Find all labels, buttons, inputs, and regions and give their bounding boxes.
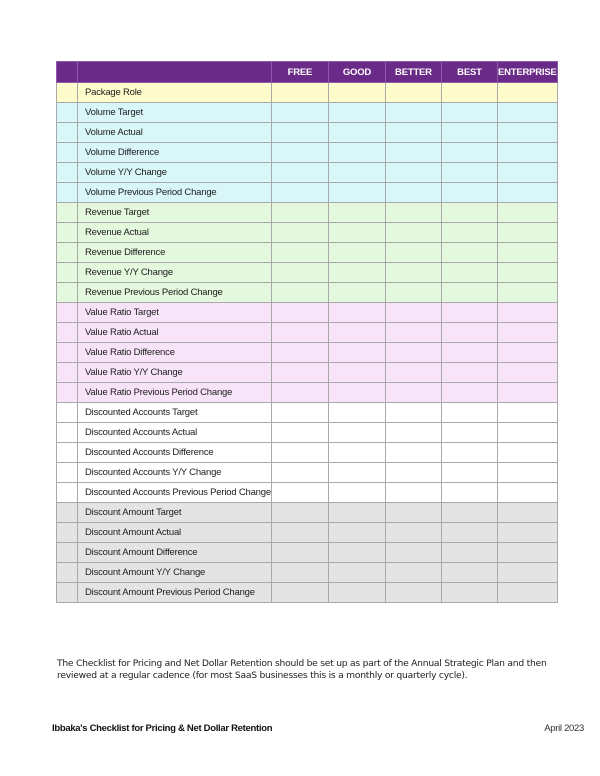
- cell-enterprise[interactable]: [497, 263, 557, 283]
- cell-best[interactable]: [441, 583, 497, 603]
- cell-better[interactable]: [385, 283, 441, 303]
- cell-good[interactable]: [328, 523, 385, 543]
- cell-best[interactable]: [441, 83, 497, 103]
- cell-good[interactable]: [328, 263, 385, 283]
- row-label: Revenue Difference: [78, 243, 272, 263]
- cell-good[interactable]: [328, 203, 385, 223]
- table-row: [57, 163, 558, 183]
- cell-better[interactable]: [385, 383, 441, 403]
- table-row: [57, 183, 558, 203]
- row-marker-cell[interactable]: [57, 423, 78, 443]
- cell-good[interactable]: [328, 583, 385, 603]
- row-marker-cell[interactable]: [57, 403, 78, 423]
- row-marker-cell[interactable]: [57, 523, 78, 543]
- row-label: Value Ratio Actual: [78, 323, 272, 343]
- row-marker-cell[interactable]: [57, 583, 78, 603]
- cell-free[interactable]: [271, 323, 328, 343]
- cell-best[interactable]: [441, 563, 497, 583]
- header-free: FREE: [271, 62, 328, 83]
- row-label: Value Ratio Y/Y Change: [78, 363, 272, 383]
- cell-enterprise[interactable]: [497, 163, 557, 183]
- table-row: [57, 123, 558, 143]
- table-row: [57, 463, 558, 483]
- row-marker-cell[interactable]: [57, 203, 78, 223]
- cell-free[interactable]: [271, 563, 328, 583]
- cell-free[interactable]: [271, 503, 328, 523]
- row-marker-cell[interactable]: [57, 223, 78, 243]
- table-row: [57, 563, 558, 583]
- row-label: Value Ratio Difference: [78, 343, 272, 363]
- cell-best[interactable]: [441, 183, 497, 203]
- table-row: [57, 423, 558, 443]
- row-marker-cell[interactable]: [57, 563, 78, 583]
- row-marker-cell[interactable]: [57, 343, 78, 363]
- row-marker-cell[interactable]: [57, 283, 78, 303]
- cell-best[interactable]: [441, 263, 497, 283]
- cell-enterprise[interactable]: [497, 343, 557, 363]
- table-row: [57, 523, 558, 543]
- cell-free[interactable]: [271, 423, 328, 443]
- row-label: Discount Amount Y/Y Change: [78, 563, 272, 583]
- cell-good[interactable]: [328, 83, 385, 103]
- cell-good[interactable]: [328, 503, 385, 523]
- cell-enterprise[interactable]: [497, 503, 557, 523]
- cell-free[interactable]: [271, 463, 328, 483]
- cell-best[interactable]: [441, 523, 497, 543]
- cell-good[interactable]: [328, 283, 385, 303]
- cell-good[interactable]: [328, 183, 385, 203]
- footer-date: April 2023: [544, 723, 584, 734]
- cell-best[interactable]: [441, 383, 497, 403]
- cell-better[interactable]: [385, 403, 441, 423]
- cell-best[interactable]: [441, 543, 497, 563]
- cell-better[interactable]: [385, 163, 441, 183]
- cell-better[interactable]: [385, 323, 441, 343]
- cell-good[interactable]: [328, 383, 385, 403]
- row-label: Discounted Accounts Previous Period Change: [78, 483, 272, 503]
- cell-better[interactable]: [385, 83, 441, 103]
- cell-best[interactable]: [441, 483, 497, 503]
- cell-good[interactable]: [328, 343, 385, 363]
- table-row: [57, 263, 558, 283]
- cell-best[interactable]: [441, 403, 497, 423]
- cell-enterprise[interactable]: [497, 303, 557, 323]
- table-row: [57, 143, 558, 163]
- cell-enterprise[interactable]: [497, 583, 557, 603]
- cell-enterprise[interactable]: [497, 563, 557, 583]
- cell-better[interactable]: [385, 363, 441, 383]
- table-row: [57, 83, 558, 103]
- table-row: [57, 543, 558, 563]
- cell-free[interactable]: [271, 263, 328, 283]
- header-blank-cell: [57, 62, 78, 83]
- cell-better[interactable]: [385, 343, 441, 363]
- cell-good[interactable]: [328, 223, 385, 243]
- cell-enterprise[interactable]: [497, 463, 557, 483]
- cell-better[interactable]: [385, 143, 441, 163]
- cell-free[interactable]: [271, 483, 328, 503]
- row-label: Discounted Accounts Y/Y Change: [78, 463, 272, 483]
- table-row: [57, 203, 558, 223]
- cell-best[interactable]: [441, 443, 497, 463]
- cell-free[interactable]: [271, 343, 328, 363]
- cell-free[interactable]: [271, 283, 328, 303]
- row-label: Volume Actual: [78, 123, 272, 143]
- row-marker-cell[interactable]: [57, 183, 78, 203]
- cell-free[interactable]: [271, 103, 328, 123]
- cell-free[interactable]: [271, 203, 328, 223]
- cell-good[interactable]: [328, 483, 385, 503]
- header-good: GOOD: [328, 62, 385, 83]
- cell-better[interactable]: [385, 443, 441, 463]
- row-label: Discount Amount Target: [78, 503, 272, 523]
- row-marker-cell[interactable]: [57, 323, 78, 343]
- row-label: Discount Amount Actual: [78, 523, 272, 543]
- table-row: [57, 103, 558, 123]
- row-label: Revenue Y/Y Change: [78, 263, 272, 283]
- cell-best[interactable]: [441, 283, 497, 303]
- cell-free[interactable]: [271, 403, 328, 423]
- cell-free[interactable]: [271, 183, 328, 203]
- cell-best[interactable]: [441, 223, 497, 243]
- row-marker-cell[interactable]: [57, 383, 78, 403]
- cell-enterprise[interactable]: [497, 283, 557, 303]
- cell-best[interactable]: [441, 363, 497, 383]
- cell-better[interactable]: [385, 303, 441, 323]
- cell-enterprise[interactable]: [497, 143, 557, 163]
- row-label: Volume Difference: [78, 143, 272, 163]
- cell-enterprise[interactable]: [497, 323, 557, 343]
- cell-free[interactable]: [271, 303, 328, 323]
- cell-good[interactable]: [328, 543, 385, 563]
- header-best: BEST: [441, 62, 497, 83]
- cell-best[interactable]: [441, 503, 497, 523]
- cell-good[interactable]: [328, 363, 385, 383]
- row-label: Volume Y/Y Change: [78, 163, 272, 183]
- row-label: Discounted Accounts Difference: [78, 443, 272, 463]
- cell-best[interactable]: [441, 123, 497, 143]
- cell-enterprise[interactable]: [497, 403, 557, 423]
- table-row: [57, 483, 558, 503]
- cell-best[interactable]: [441, 303, 497, 323]
- row-label: Revenue Previous Period Change: [78, 283, 272, 303]
- cell-better[interactable]: [385, 563, 441, 583]
- row-marker-cell[interactable]: [57, 243, 78, 263]
- header-better: BETTER: [385, 62, 441, 83]
- cell-better[interactable]: [385, 183, 441, 203]
- cell-enterprise[interactable]: [497, 523, 557, 543]
- cell-free[interactable]: [271, 443, 328, 463]
- cell-good[interactable]: [328, 163, 385, 183]
- cell-good[interactable]: [328, 423, 385, 443]
- table-row: [57, 243, 558, 263]
- cell-best[interactable]: [441, 423, 497, 443]
- cell-free[interactable]: [271, 143, 328, 163]
- cell-best[interactable]: [441, 463, 497, 483]
- cell-better[interactable]: [385, 203, 441, 223]
- table-row: [57, 343, 558, 363]
- cell-enterprise[interactable]: [497, 443, 557, 463]
- cell-enterprise[interactable]: [497, 423, 557, 443]
- table-row: [57, 443, 558, 463]
- cell-free[interactable]: [271, 383, 328, 403]
- cell-better[interactable]: [385, 543, 441, 563]
- cell-best[interactable]: [441, 143, 497, 163]
- cell-enterprise[interactable]: [497, 183, 557, 203]
- row-label: Volume Previous Period Change: [78, 183, 272, 203]
- cell-better[interactable]: [385, 463, 441, 483]
- cell-best[interactable]: [441, 343, 497, 363]
- cell-enterprise[interactable]: [497, 483, 557, 503]
- cell-better[interactable]: [385, 103, 441, 123]
- cell-enterprise[interactable]: [497, 363, 557, 383]
- row-marker-cell[interactable]: [57, 543, 78, 563]
- table-row: [57, 503, 558, 523]
- cell-free[interactable]: [271, 243, 328, 263]
- cell-better[interactable]: [385, 523, 441, 543]
- row-label: Discount Amount Previous Period Change: [78, 583, 272, 603]
- cell-enterprise[interactable]: [497, 123, 557, 143]
- cell-enterprise[interactable]: [497, 383, 557, 403]
- header-enterprise: ENTERPRISE: [497, 62, 557, 83]
- cell-enterprise[interactable]: [497, 243, 557, 263]
- table-row: [57, 383, 558, 403]
- cell-good[interactable]: [328, 323, 385, 343]
- note-paragraph: The Checklist for Pricing and Net Dollar Retention should be set up as part of the Annual Strategic Plan and then reviewed at a regular cadence (for most SaaS businesses this is a monthly or quarterly cycle).: [57, 658, 547, 681]
- cell-better[interactable]: [385, 583, 441, 603]
- header-row: [57, 62, 558, 83]
- cell-free[interactable]: [271, 123, 328, 143]
- row-marker-cell[interactable]: [57, 103, 78, 123]
- cell-better[interactable]: [385, 423, 441, 443]
- row-label: Discounted Accounts Target: [78, 403, 272, 423]
- cell-free[interactable]: [271, 223, 328, 243]
- row-marker-cell[interactable]: [57, 123, 78, 143]
- table-row: [57, 403, 558, 423]
- cell-enterprise[interactable]: [497, 543, 557, 563]
- row-marker-cell[interactable]: [57, 83, 78, 103]
- row-marker-cell[interactable]: [57, 163, 78, 183]
- table-row: [57, 283, 558, 303]
- table-row: [57, 363, 558, 383]
- cell-best[interactable]: [441, 323, 497, 343]
- row-marker-cell[interactable]: [57, 143, 78, 163]
- cell-better[interactable]: [385, 223, 441, 243]
- cell-better[interactable]: [385, 243, 441, 263]
- cell-enterprise[interactable]: [497, 203, 557, 223]
- cell-free[interactable]: [271, 83, 328, 103]
- table-row: [57, 223, 558, 243]
- row-label: Volume Target: [78, 103, 272, 123]
- cell-good[interactable]: [328, 123, 385, 143]
- footer-title: Ibbaka's Checklist for Pricing & Net Dollar Retention: [52, 723, 273, 734]
- cell-free[interactable]: [271, 583, 328, 603]
- cell-good[interactable]: [328, 563, 385, 583]
- table-row: [57, 323, 558, 343]
- cell-best[interactable]: [441, 163, 497, 183]
- table-row: [57, 303, 558, 323]
- cell-good[interactable]: [328, 103, 385, 123]
- cell-best[interactable]: [441, 203, 497, 223]
- cell-good[interactable]: [328, 303, 385, 323]
- cell-better[interactable]: [385, 263, 441, 283]
- row-label: Revenue Actual: [78, 223, 272, 243]
- checklist-table: [56, 61, 558, 603]
- row-label: Revenue Target: [78, 203, 272, 223]
- row-label: Package Role: [78, 83, 272, 103]
- row-marker-cell[interactable]: [57, 443, 78, 463]
- table-row: [57, 583, 558, 603]
- cell-good[interactable]: [328, 243, 385, 263]
- row-label: Discounted Accounts Actual: [78, 423, 272, 443]
- row-marker-cell[interactable]: [57, 363, 78, 383]
- cell-good[interactable]: [328, 443, 385, 463]
- cell-enterprise[interactable]: [497, 83, 557, 103]
- cell-free[interactable]: [271, 163, 328, 183]
- cell-best[interactable]: [441, 103, 497, 123]
- cell-best[interactable]: [441, 243, 497, 263]
- row-marker-cell[interactable]: [57, 263, 78, 283]
- row-label: Value Ratio Target: [78, 303, 272, 323]
- cell-better[interactable]: [385, 483, 441, 503]
- cell-good[interactable]: [328, 143, 385, 163]
- cell-better[interactable]: [385, 503, 441, 523]
- row-marker-cell[interactable]: [57, 463, 78, 483]
- cell-enterprise[interactable]: [497, 103, 557, 123]
- table-body: [57, 83, 558, 603]
- row-marker-cell[interactable]: [57, 483, 78, 503]
- cell-free[interactable]: [271, 523, 328, 543]
- header-label-cell: [78, 62, 272, 83]
- cell-good[interactable]: [328, 403, 385, 423]
- cell-free[interactable]: [271, 543, 328, 563]
- row-marker-cell[interactable]: [57, 303, 78, 323]
- row-marker-cell[interactable]: [57, 503, 78, 523]
- cell-free[interactable]: [271, 363, 328, 383]
- cell-better[interactable]: [385, 123, 441, 143]
- cell-good[interactable]: [328, 463, 385, 483]
- row-label: Discount Amount Difference: [78, 543, 272, 563]
- row-label: Value Ratio Previous Period Change: [78, 383, 272, 403]
- cell-enterprise[interactable]: [497, 223, 557, 243]
